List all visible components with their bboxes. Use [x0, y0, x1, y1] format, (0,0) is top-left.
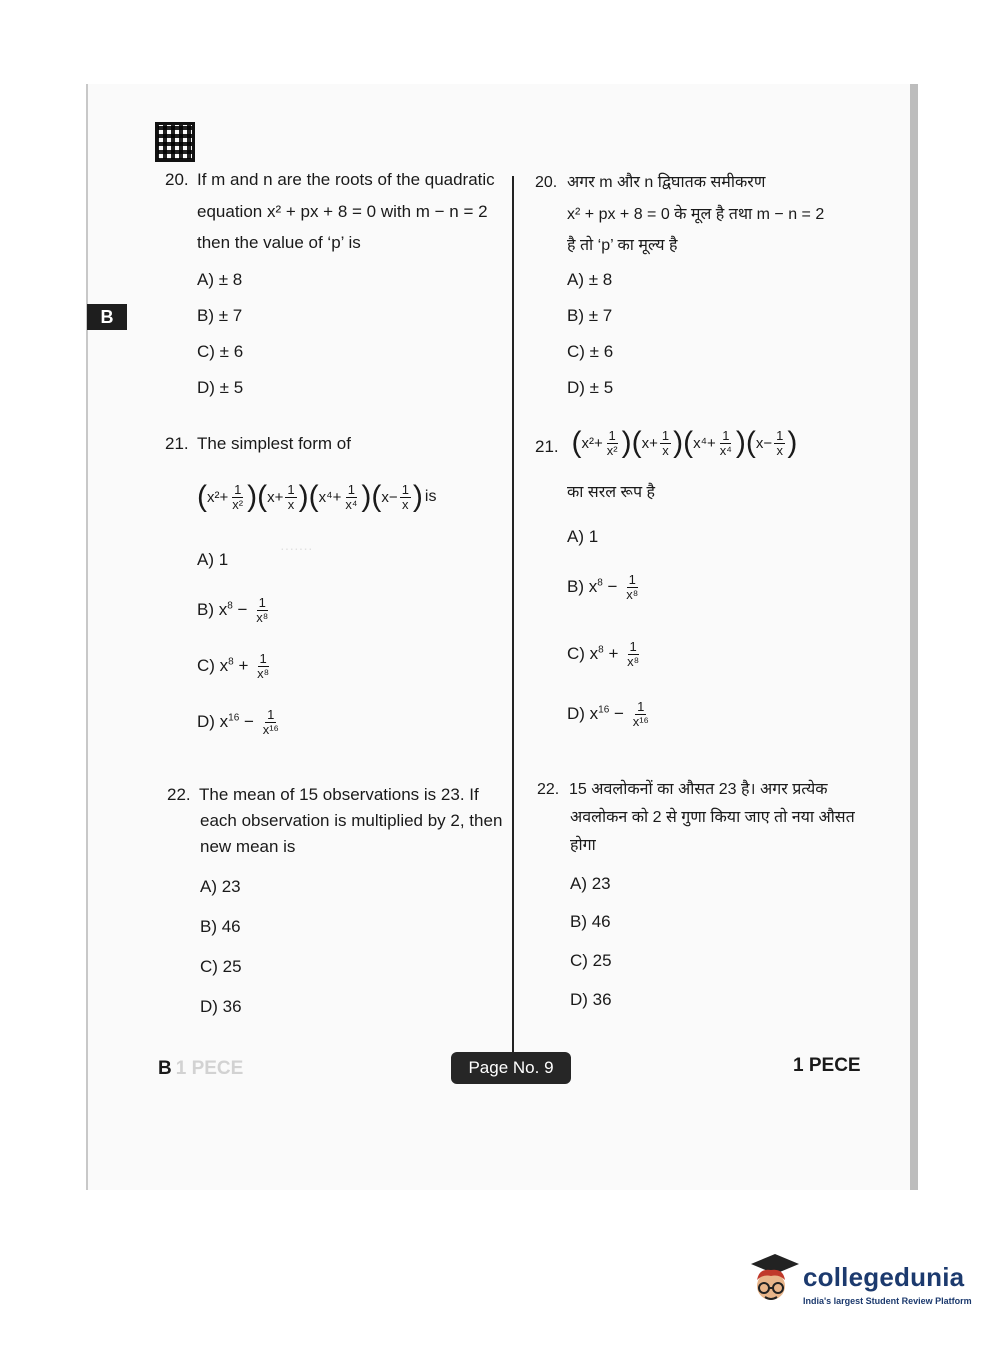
question-20-hindi-line-3: है तो ‘p’ का मूल्य है: [567, 237, 678, 254]
q21-hindi-option-a[interactable]: A) 1: [567, 527, 599, 546]
logo-name: collegedunia: [803, 1262, 965, 1292]
question-20-line-1: 20. If m and n are the roots of the quadratic: [165, 170, 495, 189]
question-20-hindi-line-1: 20. अगर m और n द्विघातक समीकरण: [535, 174, 766, 191]
fraction: $\frac{1}{\text{x¹⁶}}$: [632, 699, 649, 729]
logo-tagline: India's largest Student Review Platform: [803, 1296, 972, 1306]
q21-expression-product: ( x² + $\frac{1}{\text{x²}}$ ) ( x + $\frac{1}{x}$ ) ( x⁴ + $\frac{1}{\text{x⁴}}$ ) ( x − $\frac{1}{x}$ ) is: [197, 480, 437, 513]
q21-option-a[interactable]: A) 1: [197, 550, 229, 569]
q20-option-b[interactable]: B) ± 7: [197, 306, 243, 325]
bleed-through-text: ·······: [280, 540, 313, 556]
q22-option-d[interactable]: D) 36: [200, 997, 242, 1016]
fraction: $\frac{1}{\text{x⁸}}$: [626, 572, 639, 602]
q20-hindi-option-c[interactable]: C) ± 6: [567, 342, 614, 361]
q22-hindi-option-c[interactable]: C) 25: [570, 951, 612, 970]
question-22-hindi-line-1: 22. 15 अवलोकनों का औसत 23 है। अगर प्रत्येक: [537, 781, 828, 798]
column-divider: [512, 176, 514, 1056]
q20-option-a[interactable]: A) ± 8: [197, 270, 243, 289]
q20-hindi-option-d[interactable]: D) ± 5: [567, 378, 614, 397]
q21-expression: [197, 482, 436, 512]
page-number-badge: Page No. 9: [451, 1052, 571, 1084]
mascot-icon: [745, 1250, 801, 1312]
qr-code-icon: [155, 122, 195, 162]
q21-option-b[interactable]: B) $x^8$ − $\frac{1}{\text{x⁸}}$: [197, 595, 269, 625]
q21-hindi-expression-product: ( x² + $\frac{1}{\text{x²}}$ ) ( x + $\frac{1}{x}$ ) ( x⁴ + $\frac{1}{\text{x⁴}}$ ) ( x − $\frac{1}{x}$ ): [571, 426, 798, 459]
collegedunia-logo[interactable]: [745, 1250, 975, 1320]
fraction: $\frac{1}{\text{x⁸}}$: [627, 639, 640, 669]
fraction: $\frac{1}{\text{x⁴}}$: [345, 481, 358, 512]
question-22-line-1: 22. The mean of 15 observations is 23. If: [167, 785, 479, 804]
q22-hindi-option-b[interactable]: B) 46: [570, 912, 611, 931]
question-22-line-2: each observation is multiplied by 2, then: [200, 811, 503, 830]
fraction: $\frac{1}{x}$: [401, 481, 409, 512]
fraction: $\frac{1}{x}$: [776, 427, 784, 458]
fraction: $\frac{1}{\text{x⁸}}$: [256, 595, 269, 625]
q22-hindi-option-a[interactable]: A) 23: [570, 874, 611, 893]
question-20-hindi-line-2: x² + px + 8 = 0 के मूल है तथा m − n = 2: [567, 206, 825, 223]
q21-option-d[interactable]: D) $x^{16}$ − $\frac{1}{\text{x¹⁶}}$: [197, 707, 279, 737]
q22-hindi-option-d[interactable]: D) 36: [570, 990, 612, 1009]
q22-option-a[interactable]: A) 23: [200, 877, 241, 896]
question-20-line-3: then the value of ‘p’ is: [197, 233, 361, 252]
fraction: $\frac{1}{x}$: [661, 427, 670, 458]
q21-hindi-option-c[interactable]: C) $x^8$ + $\frac{1}{\text{x⁸}}$: [567, 639, 640, 669]
fraction: $\frac{1}{\text{x¹⁶}}$: [262, 707, 279, 737]
fraction: $\frac{1}{\text{x²}}$: [232, 481, 244, 512]
q22-option-c[interactable]: C) 25: [200, 957, 242, 976]
q21-option-c[interactable]: C) $x^8$ + $\frac{1}{\text{x⁸}}$: [197, 651, 270, 681]
question-22-hindi-line-2: अवलोकन को 2 से गुणा किया जाए तो नया औसत: [570, 809, 855, 826]
question-22-hindi-line-3: होगा: [570, 837, 596, 854]
side-tab: B: [87, 304, 127, 330]
question-21-hindi-tail: का सरल रूप है: [567, 484, 655, 501]
fraction: $\frac{1}{\text{x⁸}}$: [257, 651, 270, 681]
q21-hindi-option-d[interactable]: D) $x^{16}$ − $\frac{1}{\text{x¹⁶}}$: [567, 699, 649, 729]
q20-hindi-option-b[interactable]: B) ± 7: [567, 306, 613, 325]
question-21-hindi-expression: 21. ( x² + $\frac{1}{\text{x²}}$ ) ( x + $\frac{1}{x}$ ) ( x⁴ + $\frac{1}{\text{x⁴}}$ ) ( x − $\frac{1}{x}$ ): [535, 426, 798, 459]
fraction: $\frac{1}{\text{x²}}$: [606, 427, 618, 458]
q20-option-c[interactable]: C) ± 6: [197, 342, 244, 361]
q20-hindi-option-a[interactable]: A) ± 8: [567, 270, 613, 289]
fraction: $\frac{1}{x}$: [287, 481, 295, 512]
question-22-line-3: new mean is: [200, 837, 296, 856]
question-21-line-1: 21. The simplest form of: [165, 434, 351, 453]
fraction: $\frac{1}{\text{x⁴}}$: [719, 427, 732, 458]
question-20-line-2: equation x² + px + 8 = 0 with m − n = 2: [197, 202, 488, 221]
footer-paper-code: 1 PECE: [793, 1055, 861, 1076]
q20-option-d[interactable]: D) ± 5: [197, 378, 244, 397]
q21-hindi-option-b[interactable]: B) $x^8$ − $\frac{1}{\text{x⁸}}$: [567, 572, 639, 602]
q22-option-b[interactable]: B) 46: [200, 917, 241, 936]
footer-series-code: B 1 PECE: [158, 1058, 244, 1079]
